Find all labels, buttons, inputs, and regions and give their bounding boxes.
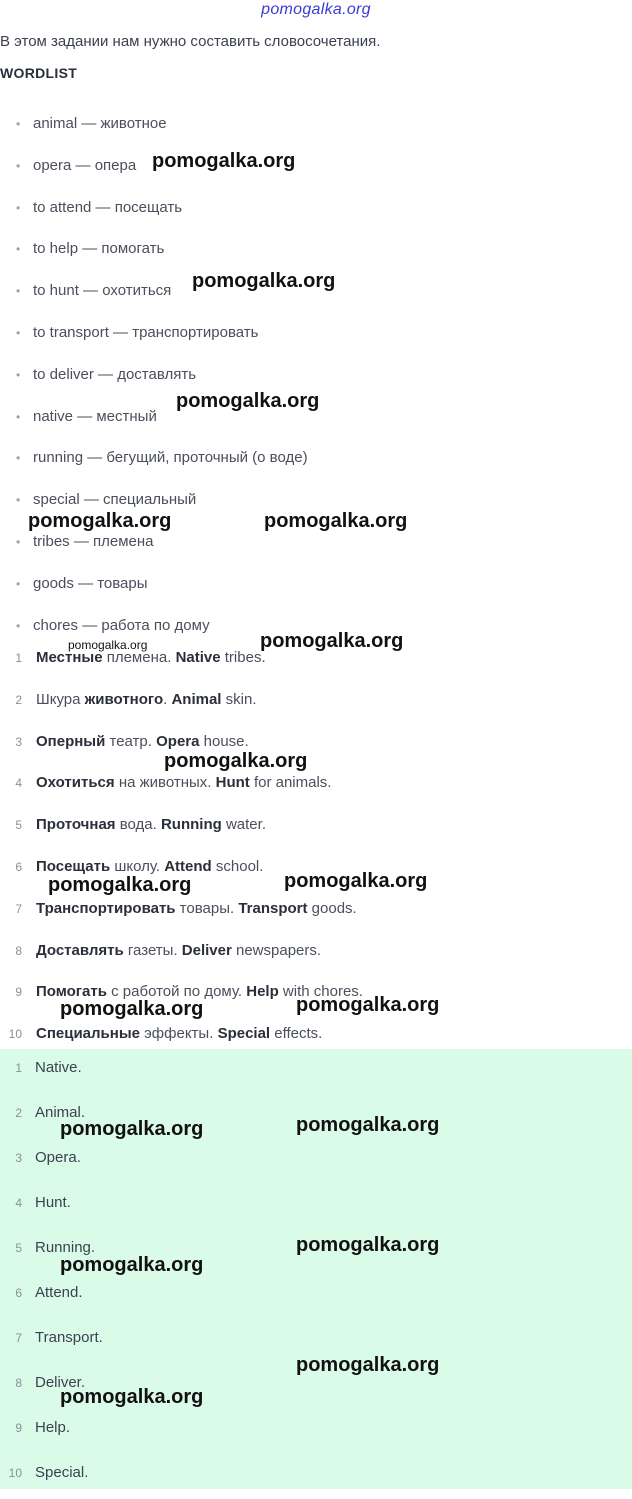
answer-text: Native.	[35, 1059, 82, 1076]
wordlist-item-text: to hunt — охотиться	[33, 282, 172, 300]
phrase-en-rest: for animals.	[249, 774, 332, 792]
answer-item	[0, 1454, 632, 1499]
wordlist-item	[0, 102, 632, 144]
phrase-item	[0, 930, 632, 972]
watermark: pomogalka.org	[284, 870, 428, 892]
bullet-icon: •	[16, 325, 21, 340]
wordlist-item	[0, 562, 632, 604]
watermark: pomogalka.org	[260, 630, 404, 652]
site-url[interactable]: pomogalka.org	[261, 1, 371, 18]
phrase-en-keyword: Hunt	[215, 774, 250, 792]
answer-text: Special.	[35, 1464, 89, 1481]
phrase-ru-keyword: Транспортировать	[36, 899, 176, 917]
answer-item	[0, 1409, 632, 1454]
phrase-en-keyword: Deliver	[181, 941, 232, 959]
phrase-en-keyword: Attend	[164, 857, 212, 875]
item-number: 8	[15, 943, 22, 958]
item-number: 10	[8, 1466, 22, 1480]
watermark: pomogalka.org	[264, 510, 408, 532]
phrase-ru-rest: газеты.	[123, 941, 182, 959]
watermark: pomogalka.org	[296, 1234, 440, 1256]
wordlist-item	[0, 311, 632, 353]
wordlist-heading: WORDLIST	[0, 65, 78, 81]
bullet-icon: •	[16, 200, 21, 215]
phrase-ru-keyword: животного	[84, 690, 164, 708]
wordlist-item	[0, 436, 632, 478]
phrase-ru-rest: эффекты.	[139, 1025, 218, 1043]
phrase-en-keyword: Transport	[238, 899, 308, 917]
answer-item	[0, 1184, 632, 1229]
phrase-ru-keyword: Доставлять	[36, 941, 124, 959]
answer-text: Running.	[35, 1239, 96, 1256]
answer-text: Transport.	[35, 1329, 103, 1346]
item-number: 8	[15, 1376, 22, 1390]
item-number: 10	[8, 1027, 22, 1042]
item-number: 5	[15, 1241, 22, 1255]
wordlist-item	[0, 353, 632, 395]
answer-text: Attend.	[35, 1284, 83, 1301]
phrase-item	[0, 679, 632, 721]
phrase-ru-rest: товары.	[175, 899, 239, 917]
wordlist-item-text: to deliver — доставлять	[33, 365, 197, 383]
phrase-en-rest: house.	[199, 732, 249, 750]
bullet-icon: •	[16, 367, 21, 382]
watermark: pomogalka.org	[296, 994, 440, 1016]
bullet-icon: •	[16, 409, 21, 424]
answer-text: Hunt.	[35, 1194, 71, 1211]
watermark: pomogalka.org	[60, 1254, 204, 1276]
wordlist-item	[0, 227, 632, 269]
item-number: 1	[15, 651, 22, 665]
phrase-ru-rest: театр.	[105, 732, 157, 750]
wordlist-item-text: animal — животное	[33, 115, 167, 132]
wordlist-item-text: to attend — посещать	[33, 198, 183, 216]
item-number: 7	[15, 901, 22, 916]
answer-text: Opera.	[35, 1149, 81, 1166]
watermark: pomogalka.org	[48, 874, 192, 896]
item-number: 1	[15, 1061, 22, 1075]
wordlist-item-text: goods — товары	[33, 574, 148, 592]
item-number: 2	[15, 1106, 22, 1120]
watermark: pomogalka.org	[192, 270, 336, 292]
watermark: pomogalka.org	[60, 998, 204, 1020]
bullet-icon: •	[16, 576, 21, 591]
wordlist-item-text: tribes — племена	[33, 532, 154, 550]
item-number: 4	[15, 776, 22, 791]
item-number: 6	[15, 1286, 22, 1300]
phrase-en-keyword: Help	[246, 983, 279, 1001]
phrase-en-rest: with chores.	[278, 983, 363, 1001]
answer-text: Animal.	[35, 1104, 86, 1121]
phrase-en-rest: tribes.	[220, 649, 266, 666]
watermark: pomogalka.org	[28, 510, 172, 532]
phrase-en-keyword: Native	[175, 649, 221, 666]
wordlist-item	[0, 144, 632, 186]
wordlist-item-text: native — местный	[33, 407, 157, 425]
bullet-icon: •	[16, 451, 21, 466]
phrase-ru-keyword: Специальные	[36, 1025, 140, 1043]
item-number: 9	[15, 1421, 22, 1435]
phrase-ru-keyword: Проточная	[36, 816, 116, 834]
item-number: 9	[15, 985, 22, 1000]
phrase-ru-rest: с работой по дому.	[106, 983, 247, 1001]
phrase-ru-rest: племена.	[102, 649, 176, 666]
item-number: 6	[15, 859, 22, 874]
intro-text: В этом задании нам нужно составить словосочетания.	[0, 33, 381, 50]
phrase-item	[0, 721, 632, 763]
phrase-ru-rest: вода.	[115, 816, 161, 834]
watermark: pomogalka.org	[296, 1354, 440, 1376]
wordlist-item-text: chores — работа по дому	[33, 616, 210, 634]
wordlist-item-text: to transport — транспортировать	[33, 323, 259, 341]
phrase-en-keyword: Opera	[156, 732, 200, 750]
wordlist-item-text: opera — опера	[33, 156, 137, 174]
phrase-item	[0, 804, 632, 846]
item-number: 5	[15, 818, 22, 833]
watermark: pomogalka.org	[152, 150, 296, 172]
phrase-en-rest: goods.	[307, 899, 357, 917]
watermark: pomogalka.org	[164, 750, 308, 772]
bullet-icon: •	[16, 534, 21, 549]
bullet-icon: •	[16, 242, 21, 257]
answer-item	[0, 1139, 632, 1184]
phrase-ru-rest: .	[163, 690, 172, 708]
phrase-en-rest: effects.	[270, 1025, 323, 1043]
bullet-icon: •	[16, 284, 21, 299]
phrase-ru-keyword: Посещать	[36, 857, 111, 875]
phrase-en-rest: school.	[211, 857, 264, 875]
phrase-en-keyword: Animal	[171, 690, 222, 708]
phrase-ru-rest: на животных.	[114, 774, 216, 792]
phrase-en-rest: water.	[221, 816, 266, 834]
wordlist-item-text: to help — помогать	[33, 240, 165, 258]
phrase-en-keyword: Special	[217, 1025, 271, 1043]
phrase-ru-keyword: Охотиться	[36, 774, 115, 792]
watermark: pomogalka.org	[60, 1386, 204, 1408]
watermark: pomogalka.org	[176, 390, 320, 412]
wordlist-item-text: special — специальный	[33, 491, 197, 509]
wordlist-item-text: running — бегущий, проточный (о воде)	[33, 449, 308, 467]
bullet-icon: •	[16, 158, 21, 173]
phrase-ru-keyword: Помогать	[36, 983, 107, 1001]
wordlist	[0, 102, 632, 645]
phrase-en-keyword: Running	[160, 816, 222, 834]
phrase-en-rest: newspapers.	[231, 941, 322, 959]
item-number: 3	[15, 734, 22, 749]
item-number: 7	[15, 1331, 22, 1345]
bullet-icon: •	[16, 618, 21, 633]
item-number: 2	[15, 692, 22, 707]
bullet-icon: •	[16, 117, 21, 131]
item-number: 4	[15, 1196, 22, 1210]
answer-text: Deliver.	[35, 1374, 86, 1391]
watermark: pomogalka.org	[68, 638, 148, 652]
bullet-icon: •	[16, 493, 21, 508]
phrase-ru-prefix: Шкура	[36, 690, 85, 708]
phrase-list	[0, 637, 632, 1055]
answer-text: Help.	[35, 1419, 71, 1436]
phrase-ru-keyword: Местные	[36, 649, 103, 666]
answer-item	[0, 1049, 632, 1094]
watermark: pomogalka.org	[296, 1114, 440, 1136]
watermark: pomogalka.org	[60, 1118, 204, 1140]
phrase-ru-keyword: Оперный	[36, 732, 106, 750]
phrase-ru-rest: школу.	[110, 857, 165, 875]
item-number: 3	[15, 1151, 22, 1165]
phrase-item	[0, 762, 632, 804]
phrase-en-rest: skin.	[221, 690, 257, 708]
answer-item	[0, 1274, 632, 1319]
wordlist-item	[0, 186, 632, 228]
